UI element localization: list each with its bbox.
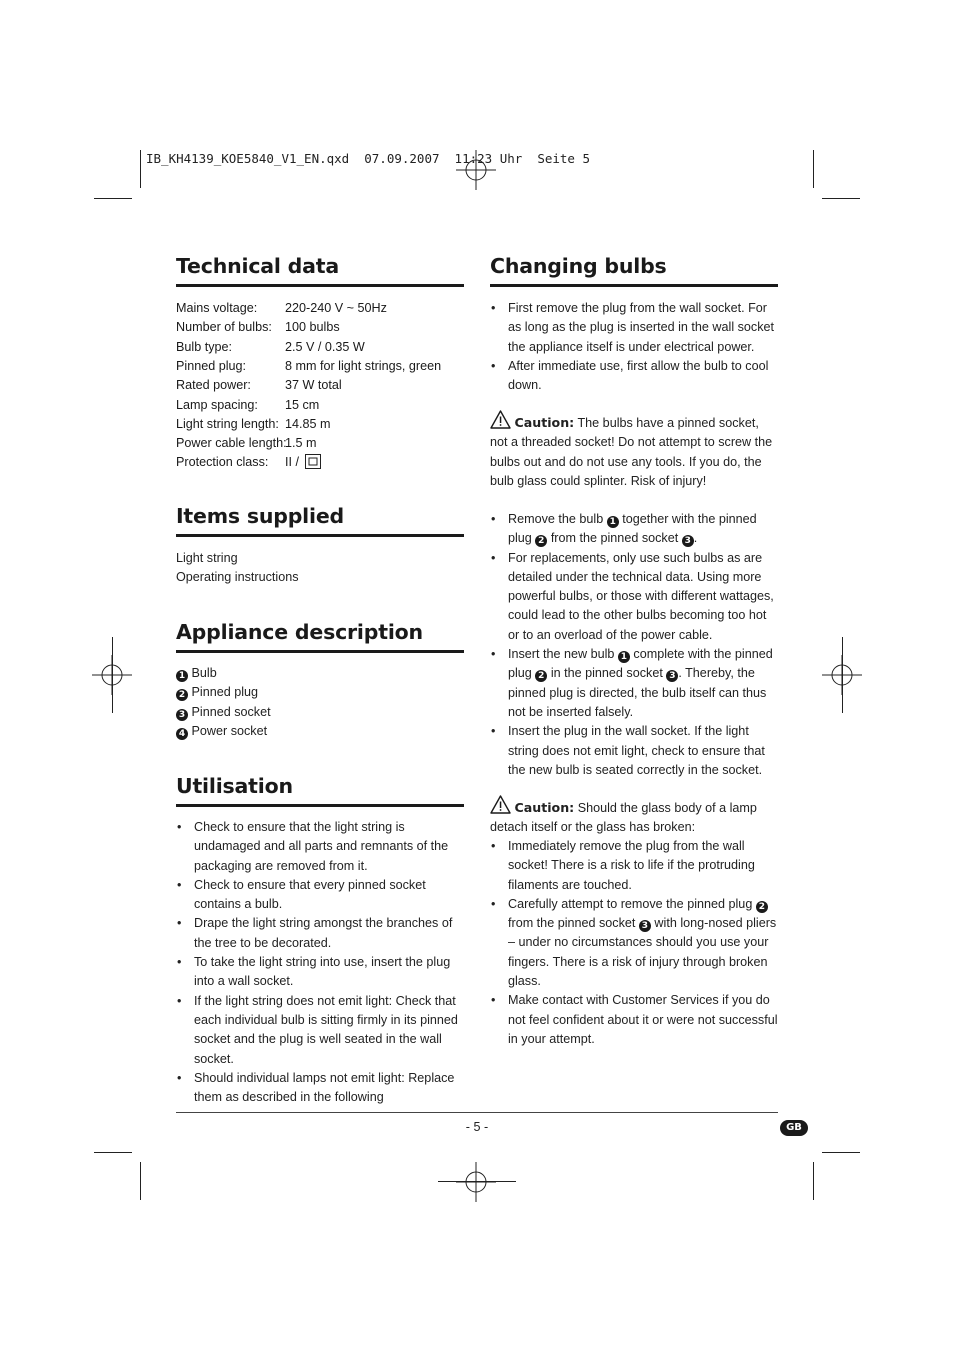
caution-note (490, 795, 778, 838)
appliance-description-heading: Appliance description (176, 620, 423, 644)
crop-mark (822, 1152, 860, 1153)
changing-bulbs-intro-list (490, 299, 780, 395)
warning-triangle-icon (490, 410, 511, 429)
list-item: • Check to ensure that the light string is undamaged and all parts and remnants of the packaging are removed from it. (176, 818, 466, 876)
number-badge: 3 (176, 709, 188, 721)
list-item: • Should individual lamps not emit light: Replace them as described in the following (176, 1069, 466, 1108)
number-badge: 3 (639, 920, 651, 932)
technical-data-heading: Technical data (176, 254, 340, 278)
list-item: • Check to ensure that every pinned socket contains a bulb. (176, 876, 466, 915)
utilisation-heading: Utilisation (176, 774, 293, 798)
caution-label: Caution: (514, 800, 575, 815)
changing-bulbs-steps (490, 510, 780, 780)
list-item: • Make contact with Customer Services if you do not feel confident about it or were not successful in your attempt. (490, 991, 780, 1049)
changing-bulbs-heading: Changing bulbs (490, 254, 667, 278)
list-item: 2 Pinned plug (176, 683, 466, 702)
section-rule (176, 804, 464, 807)
list-item: • To take the light string into use, insert the plug into a wall socket. (176, 953, 466, 992)
caution-label: Caution: (514, 415, 575, 430)
list-item: • Immediately remove the plug from the wall socket! There is a risk to life if the protruding filaments are touched. (490, 837, 780, 895)
list-item: • Insert the plug in the wall socket. If the light string does not emit light, check to ensure that the new bulb is seated correctly in the socket. (490, 722, 780, 780)
crop-mark (822, 198, 860, 199)
crop-mark (140, 1162, 141, 1200)
crop-mark (438, 1181, 516, 1182)
list-item: • For replacements, only use such bulbs as are detailed under the technical data. Using more powerful bulbs, or those with different wattages, could lead to the other bulbs becoming too hot or to an overload of the power cable. (490, 549, 780, 645)
number-badge: 1 (618, 651, 630, 663)
caution-text: Should the glass body of a lamp detach itself or the glass has broken: (490, 801, 757, 835)
list-item: • Insert the new bulb 1 complete with the pinned plug 2 in the pinned socket 3 . Thereby, the pinned plug is directed, the bulb itself can thus not be inserted falsely. (490, 645, 780, 722)
list-item: • Carefully attempt to remove the pinned plug 2 from the pinned socket 3 with long-nosed pliers – under no circumstances should you use your fingers. There is a risk of injury through broken glass. (490, 895, 780, 991)
crop-mark (813, 1162, 814, 1200)
language-badge: GB (780, 1120, 808, 1136)
number-badge: 3 (682, 535, 694, 547)
crop-mark (140, 150, 141, 188)
crop-mark (112, 637, 113, 713)
list-item: • Drape the light string amongst the branches of the tree to be decorated. (176, 914, 466, 953)
number-badge: 2 (535, 670, 547, 682)
section-rule (176, 284, 464, 287)
crop-mark (94, 198, 132, 199)
list-item: • First remove the plug from the wall socket. For as long as the plug is inserted in the wall socket the appliance itself is under electrical power. (490, 299, 780, 357)
list-item: 4 Power socket (176, 722, 466, 741)
list-item: • If the light string does not emit light: Check that each individual bulb is sitting firmly in its pinned socket and the plug is well seated in the wall socket. (176, 992, 466, 1069)
number-badge: 2 (756, 901, 768, 913)
number-badge: 4 (176, 728, 188, 740)
section-rule (490, 284, 778, 287)
protection-class-ii-icon (305, 454, 321, 469)
crop-mark (842, 637, 843, 713)
list-item: Operating instructions (176, 570, 299, 585)
number-badge: 1 (607, 516, 619, 528)
items-supplied-heading: Items supplied (176, 504, 345, 528)
list-item: 3 Pinned socket (176, 703, 466, 722)
utilisation-list (176, 818, 466, 1107)
list-item: Light string (176, 551, 238, 565)
crop-mark (94, 1152, 132, 1153)
items-supplied-list (176, 549, 466, 588)
caution-text: The bulbs have a pinned socket, not a threaded socket! Do not attempt to screw the bulbs out and do not use any tools. If you do, the bulb glass could splinter. Risk of injury! (490, 416, 773, 488)
file-slug: IB_KH4139_KOE5840_V1_EN.qxd 07.09.2007 11:23 Uhr Seite 5 (146, 151, 591, 166)
technical-data-table: Mains voltage: 220-240 V ~ 50Hz Number of bulbs: 100 bulbs Bulb type: 2.5 V / 0.35 W Pinned plug: 8 mm for light strings, green Rated power: 37 W total Lamp spacing: 15 cm Light string length: 14.85 m Power cable length: 1.5 m Protection class: II / (176, 301, 442, 470)
list-item: 1 Bulb (176, 664, 466, 683)
caution-note (490, 410, 778, 491)
section-rule (176, 650, 464, 653)
warning-triangle-icon (490, 795, 511, 814)
number-badge: 3 (666, 670, 678, 682)
number-badge: 2 (535, 535, 547, 547)
caution-measures-list (490, 837, 780, 1049)
footer-rule (176, 1112, 778, 1113)
section-rule (176, 534, 464, 537)
crop-mark (813, 150, 814, 188)
list-item: • After immediate use, first allow the bulb to cool down. (490, 357, 780, 396)
registration-mark-icon (456, 1162, 496, 1202)
list-item: • Remove the bulb 1 together with the pinned plug 2 from the pinned socket 3 . (490, 510, 780, 549)
number-badge: 2 (176, 689, 188, 701)
appliance-description-list (176, 664, 466, 741)
number-badge: 1 (176, 670, 188, 682)
page-number: - 5 - (465, 1120, 489, 1134)
